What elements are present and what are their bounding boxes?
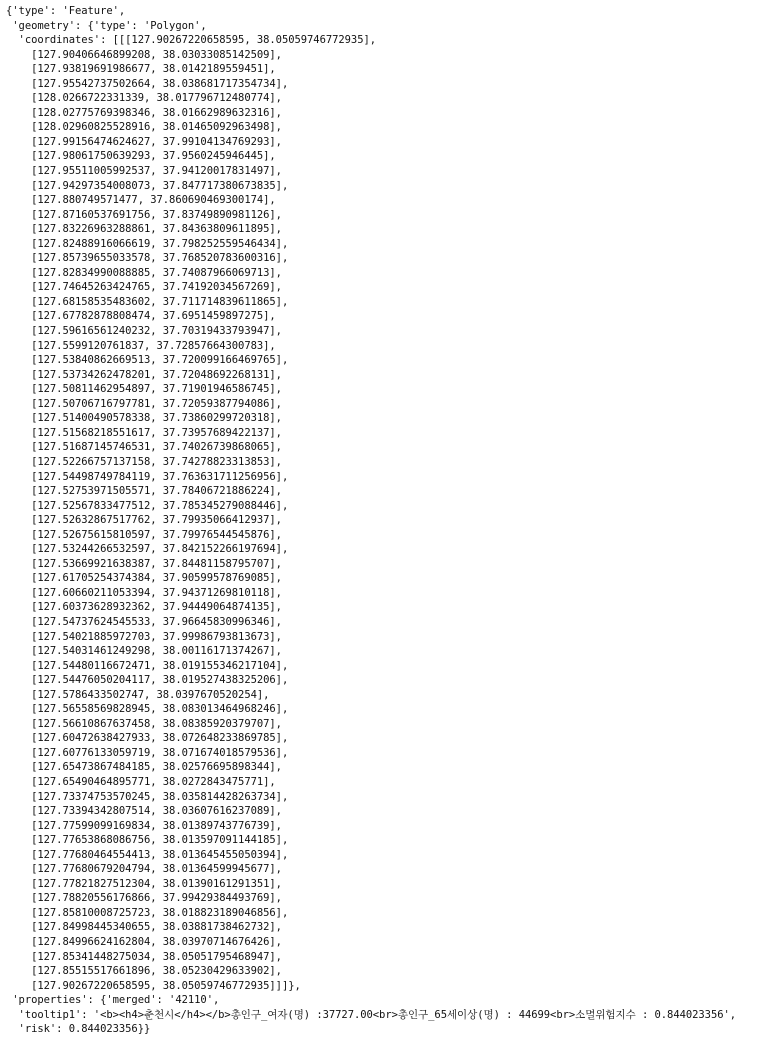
coordinate-line: [127.53734262478201, 37.72048692268131], bbox=[6, 368, 282, 381]
coordinate-line: [127.73374753570245, 38.035814428263734], bbox=[6, 790, 289, 803]
coordinate-line: [127.95542737502664, 38.038681717354734], bbox=[6, 77, 289, 90]
console-output bbox=[6, 4, 736, 1037]
coordinate-line: [127.78820556176866, 37.99429384493769], bbox=[6, 892, 282, 905]
coordinate-line: [127.56558569828945, 38.083013464968246], bbox=[6, 703, 289, 716]
coordinate-line: [128.0266722331339, 38.017796712480774], bbox=[6, 92, 282, 105]
coordinate-line: [127.84998445340655, 38.03881738462732], bbox=[6, 921, 282, 934]
coordinate-line: [127.52632867517762, 37.79935066412937], bbox=[6, 514, 282, 527]
coordinate-line: [127.68158535483602, 37.711714839611865], bbox=[6, 295, 289, 308]
coordinate-line: [128.02775769398346, 38.01662989632316], bbox=[6, 106, 282, 119]
coordinate-line: [127.73394342807514, 38.03607616237089], bbox=[6, 805, 282, 818]
coordinate-line: [127.85341448275034, 38.05051795468947], bbox=[6, 950, 282, 963]
coordinate-line: [127.51687145746531, 37.74026739868065], bbox=[6, 441, 282, 454]
coordinate-line: [127.82488916066619, 37.798252559546434], bbox=[6, 237, 289, 250]
coordinate-line: [127.53244266532597, 37.842152266197694], bbox=[6, 543, 289, 556]
coordinate-line: [127.59616561240232, 37.70319433793947], bbox=[6, 325, 282, 338]
coordinate-line: [127.77599099169834, 38.01389743776739], bbox=[6, 819, 282, 832]
properties-line: 'risk': 0.844023356}} bbox=[6, 1023, 151, 1036]
coordinate-line: [127.85810008725723, 38.018823189046856], bbox=[6, 906, 289, 919]
coordinate-line: [127.65473867484185, 38.02576695898344], bbox=[6, 761, 282, 774]
coordinate-line: [127.5786433502747, 38.0397670520254], bbox=[6, 688, 270, 701]
coordinate-line: [127.84996624162804, 38.03970714676426], bbox=[6, 936, 282, 948]
coordinate-line: [127.77680464554413, 38.013645455050394], bbox=[6, 848, 289, 861]
coordinate-line: [127.52567833477512, 37.785345279088446], bbox=[6, 499, 289, 512]
coordinate-line: [127.82834990088885, 37.74087966069713], bbox=[6, 266, 282, 279]
coordinate-line: [127.77653868086756, 38.013597091144185], bbox=[6, 834, 289, 847]
coordinate-line: [127.61705254374384, 37.90599578769085], bbox=[6, 572, 282, 585]
coordinate-line: [127.60373628932362, 37.94449064874135], bbox=[6, 601, 282, 614]
coordinate-line: [127.54498749784119, 37.763631711256956], bbox=[6, 470, 289, 483]
coordinate-line: [128.02960825528916, 38.01465092963498], bbox=[6, 121, 282, 134]
coordinate-line: [127.60660211053394, 37.94371269810118], bbox=[6, 586, 282, 599]
header-line: 'geometry': {'type': 'Polygon', bbox=[6, 19, 207, 32]
coordinate-line: [127.52266757137158, 37.74278823313853], bbox=[6, 455, 282, 468]
coordinate-line: [127.90406646899208, 38.03033085142509], bbox=[6, 48, 282, 61]
properties-line: 'tooltip1': '<b><h4>춘천시</h4></b>총인구_여자(명) :37727.00<br>총인구_65세이상(명) : 44699<br>소멸위험지수 : 0.844023356', bbox=[6, 1008, 737, 1021]
coordinate-line: [127.53840862669513, 37.720099166469765], bbox=[6, 354, 289, 367]
coordinate-line: [127.85739655033578, 37.768520783600316], bbox=[6, 252, 289, 265]
coordinate-line: [127.74645263424765, 37.74192034567269], bbox=[6, 281, 282, 294]
coordinate-line: [127.83226963288861, 37.84363809611895], bbox=[6, 223, 282, 236]
coordinate-line: [127.54031461249298, 38.00116171374267], bbox=[6, 645, 282, 658]
coordinate-line: [127.65490464895771, 38.0272843475771], bbox=[6, 775, 276, 788]
header-line: 'coordinates': [[[127.90267220658595, 38.05059746772935], bbox=[6, 34, 377, 47]
coordinate-line: [127.90267220658595, 38.05059746772935]]]}, bbox=[6, 979, 301, 992]
coordinate-line: [127.56610867637458, 38.08385920379707], bbox=[6, 717, 282, 730]
coordinate-line: [127.85515517661896, 38.05230429633902], bbox=[6, 965, 282, 978]
coordinate-line: [127.52675615810597, 37.79976544545876], bbox=[6, 528, 282, 541]
coordinate-line: [127.50811462954897, 37.71901946586745], bbox=[6, 383, 282, 396]
coordinate-line: [127.77821827512304, 38.01390161291351], bbox=[6, 877, 282, 890]
coordinate-line: [127.52753971505571, 37.78406721886224], bbox=[6, 485, 282, 498]
coordinate-line: [127.87160537691756, 37.83749890981126], bbox=[6, 208, 282, 221]
coordinate-line: [127.51400490578338, 37.73860299720318], bbox=[6, 412, 282, 425]
coordinate-line: [127.880749571477, 37.860690469300174], bbox=[6, 194, 276, 207]
coordinate-line: [127.51568218551617, 37.73957689422137], bbox=[6, 426, 282, 439]
coordinate-line: [127.54480116672471, 38.019155346217104], bbox=[6, 659, 289, 672]
coordinate-line: [127.5599120761837, 37.72857664300783], bbox=[6, 339, 276, 352]
coordinate-line: [127.53669921638387, 37.84481158795707], bbox=[6, 557, 282, 570]
coordinate-line: [127.99156474624627, 37.99104134769293], bbox=[6, 135, 282, 148]
coordinate-line: [127.54737624545533, 37.96645830996346], bbox=[6, 615, 282, 628]
coordinate-line: [127.67782878808474, 37.6951459897275], bbox=[6, 310, 276, 323]
coordinate-line: [127.77680679204794, 38.01364599945677], bbox=[6, 863, 282, 876]
coordinate-line: [127.54021885972703, 37.99986793813673], bbox=[6, 630, 282, 643]
coordinate-line: [127.94297354008073, 37.847717380673835], bbox=[6, 179, 289, 192]
coordinate-line: [127.98061750639293, 37.9560245946445], bbox=[6, 150, 276, 163]
properties-line: 'properties': {'merged': '42110', bbox=[6, 994, 220, 1007]
coordinate-line: [127.54476050204117, 38.019527438325206], bbox=[6, 674, 289, 687]
coordinate-line: [127.95511005992537, 37.94120017831497], bbox=[6, 165, 282, 178]
coordinate-line: [127.60472638427933, 38.072648233869785], bbox=[6, 732, 289, 745]
coordinate-line: [127.60776133059719, 38.071674018579536], bbox=[6, 746, 289, 759]
coordinate-line: [127.50706716797781, 37.72059387794086], bbox=[6, 397, 282, 410]
header-line: {'type': 'Feature', bbox=[6, 5, 126, 17]
coordinate-line: [127.93819691986677, 38.0142189559451], bbox=[6, 63, 276, 76]
